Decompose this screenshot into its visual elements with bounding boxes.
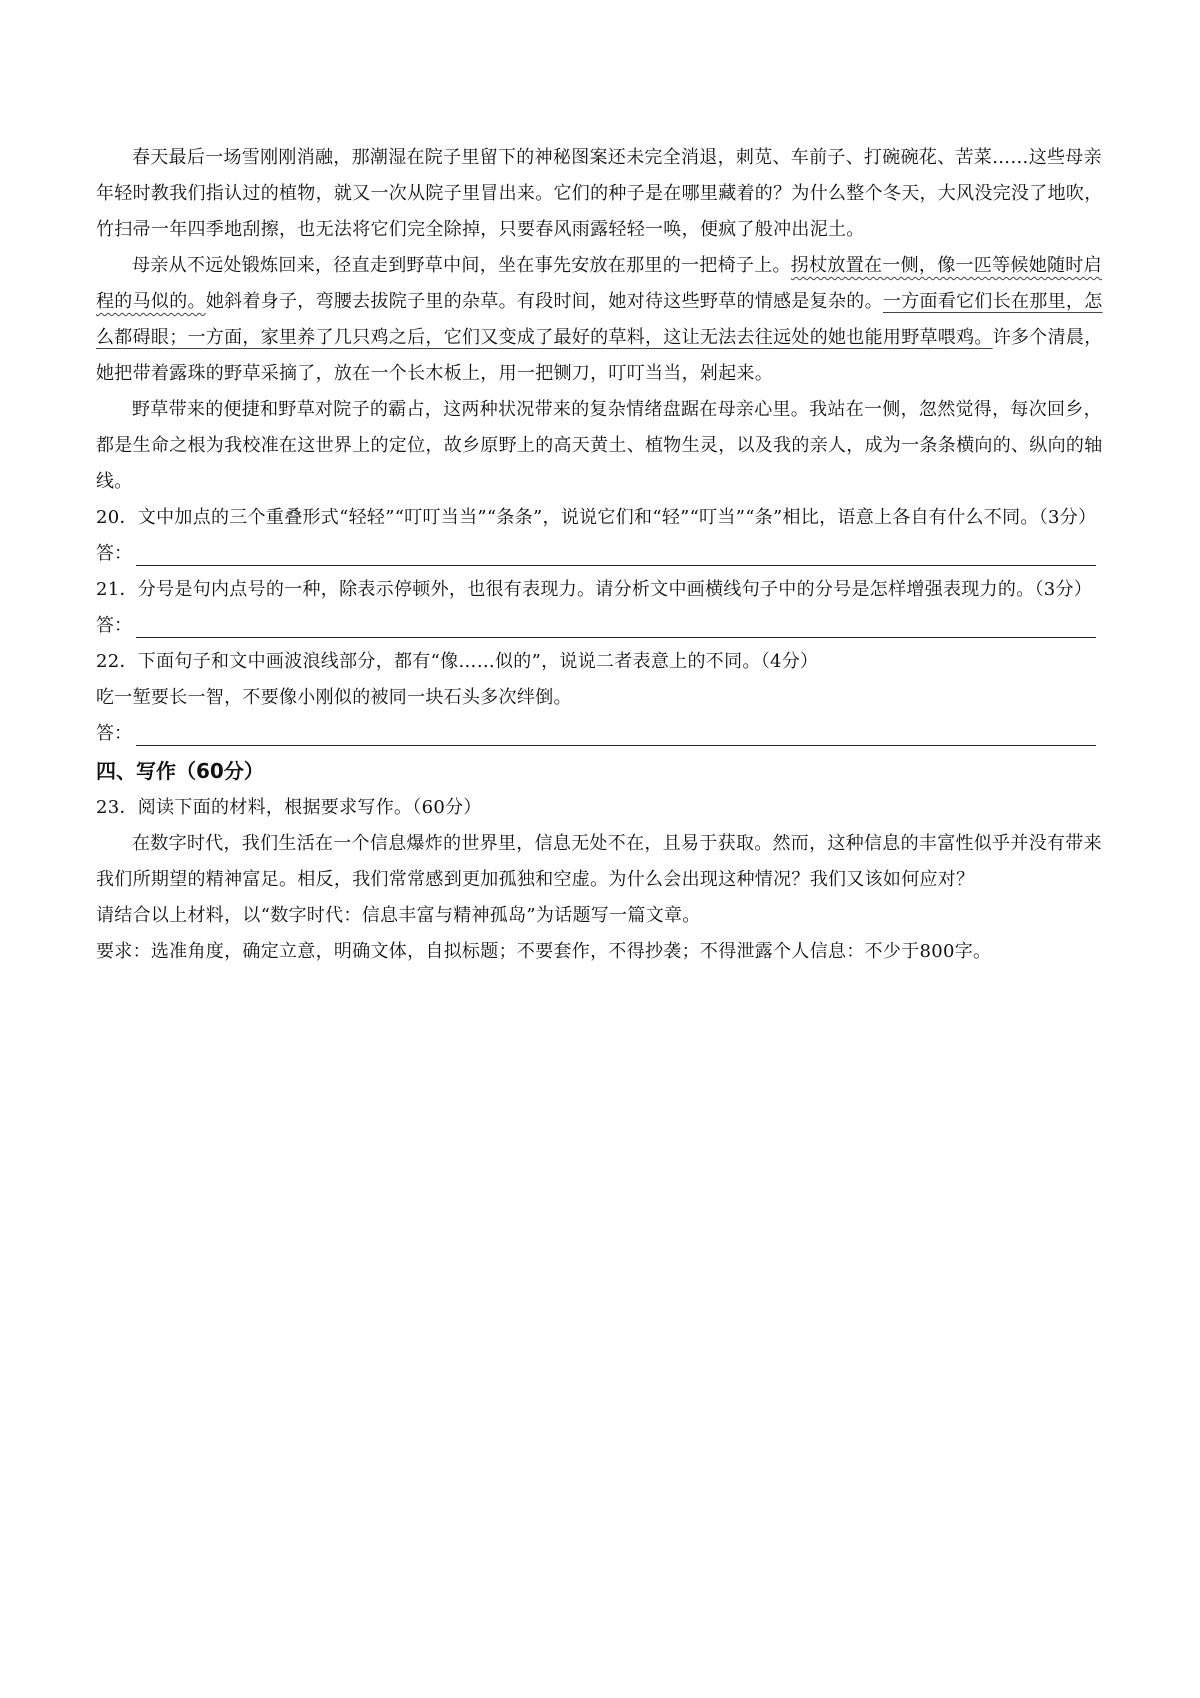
answer-line-22[interactable] <box>136 721 1096 746</box>
answer-label: 答： <box>96 543 132 564</box>
question-22-sentence: 吃一堑要长一智，不要像小刚似的被同一块石头多次绊倒。 <box>96 687 572 708</box>
writing-prompt: 请结合以上材料，以“数字时代：信息丰富与精神孤岛”为话题写一篇文章。 <box>96 905 701 926</box>
writing-requirements: 要求：选准角度，确定立意，明确文体，自拟标题；不要套作，不得抄袭；不得泄露个人信息：不少于800字。 <box>96 941 992 962</box>
answer-22 <box>96 716 1108 752</box>
question-20: 20．文中加点的三个重叠形式“轻轻”“叮叮当当”“条条”，说说它们和“轻”“叮当”“条”相比，语意上各自有什么不同。（3分） <box>96 507 1097 528</box>
question-21: 21．分号是句内点号的一种，除表示停顿外，也很有表现力。请分析文中画横线句子中的分号是怎样增强表现力的。（3分） <box>96 579 1093 600</box>
answer-line-20[interactable] <box>136 541 1096 566</box>
question-23: 23．阅读下面的材料，根据要求写作。（60分） <box>96 797 482 818</box>
underlined-sentence: 一方面看它们长在那里，怎么都碍眼；一方面，家里养了几只鸡之后，它们又变成了最好的草料，这让无法去往远处的她也能用野草喂鸡。 <box>96 291 1103 348</box>
writing-section-title: 四、写作（60分） <box>96 759 264 783</box>
passage-paragraph-2 <box>96 248 1108 392</box>
answer-20 <box>96 536 1108 572</box>
passage-paragraph-1: 春天最后一场雪刚刚消融，那潮湿在院子里留下的神秘图案还未完全消退，刺苋、车前子、打碗碗花、苦菜……这些母亲年轻时教我们指认过的植物，就又一次从院子里冒出来。它们的种子是在哪里藏着的？为什么整个冬天，大风没完没了地吹，竹扫帚一年四季地刮擦，也无法将它们完全除掉，只要春风雨露轻轻一唤，便疯了般冲出泥土。 <box>96 147 1103 240</box>
answer-label: 答： <box>96 723 132 744</box>
paragraph-2-part-c: 许多个清晨，她把带着露珠的野草采摘了，放在一个长木板上，用一把铡刀，叮叮当当，剁起来。 <box>96 327 1103 384</box>
answer-label: 答： <box>96 615 132 636</box>
passage-paragraph-3: 野草带来的便捷和野草对院子的霸占，这两种状况带来的复杂情绪盘踞在母亲心里。我站在一侧，忽然觉得，每次回乡，都是生命之根为我校准在这世界上的定位，故乡原野上的高天黄土、植物生灵，以及我的亲人，成为一条条横向的、纵向的轴线。 <box>96 399 1103 492</box>
writing-material: 在数字时代，我们生活在一个信息爆炸的世界里，信息无处不在，且易于获取。然而，这种信息的丰富性似乎并没有带来我们所期望的精神富足。相反，我们常常感到更加孤独和空虚。为什么会出现这种情况？我们又该如何应对？ <box>96 833 1102 890</box>
answer-21 <box>96 608 1108 644</box>
answer-line-21[interactable] <box>136 613 1096 638</box>
question-22: 22．下面句子和文中画波浪线部分，都有“像……似的”，说说二者表意上的不同。（4分） <box>96 651 819 672</box>
paragraph-2-part-a: 母亲从不远处锻炼回来，径直走到野草中间，坐在事先安放在那里的一把椅子上。 <box>132 255 791 276</box>
wavy-underlined-sentence: 拐杖放置在一侧，像一匹等候她随时启程的马似的。 <box>96 255 1102 312</box>
exam-page <box>96 140 1108 970</box>
paragraph-2-part-b: 她斜着身子，弯腰去拔院子里的杂草。有段时间，她对待这些野草的情感是复杂的。 <box>205 291 883 312</box>
